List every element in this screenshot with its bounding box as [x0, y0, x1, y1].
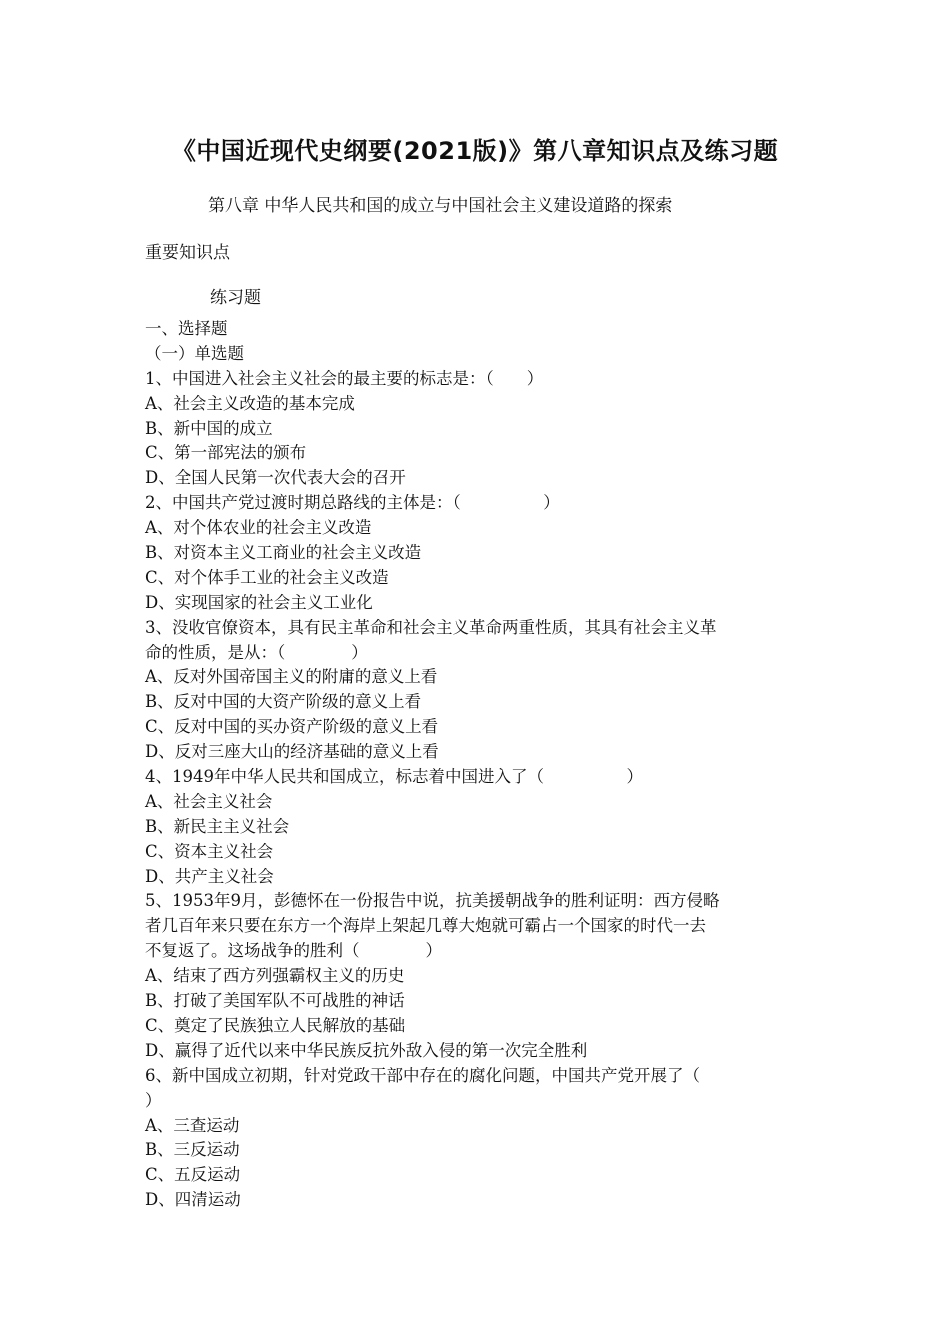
question-list	[145, 317, 810, 1213]
answer-option: B、打破了美国军队不可战胜的神话	[145, 991, 405, 1011]
answer-option: B、三反运动	[145, 1140, 240, 1160]
answer-option: A、反对外国帝国主义的附庸的意义上看	[145, 667, 438, 687]
question-text: 3、没收官僚资本，具有民主革命和社会主义革命两重性质，其具有社会主义革	[145, 617, 717, 637]
answer-option: A、社会主义社会	[145, 791, 273, 811]
question-text: 5、1953年9月，彭德怀在一份报告中说，抗美援朝战争的胜利证明：西方侵略	[145, 891, 720, 911]
answer-option: C、五反运动	[145, 1165, 241, 1185]
answer-option: D、共产主义社会	[145, 866, 274, 886]
answer-option: A、结束了西方列强霸权主义的历史	[145, 966, 405, 986]
question-text: 不复返了。这场战争的胜利（ ）	[145, 941, 442, 961]
answer-option: D、反对三座大山的经济基础的意义上看	[145, 742, 439, 762]
subsection-heading: （一）单选题	[145, 343, 244, 363]
answer-option: A、三查运动	[145, 1115, 240, 1135]
section-heading: 一、选择题	[145, 319, 228, 338]
question-text: 4、1949年中华人民共和国成立，标志着中国进入了（ ）	[145, 767, 643, 787]
answer-option: B、对资本主义工商业的社会主义改造	[145, 543, 422, 563]
answer-option: B、反对中国的大资产阶级的意义上看	[145, 692, 422, 712]
question-text: 命的性质，是从：（ ）	[145, 642, 368, 662]
answer-option: C、反对中国的买办资产阶级的意义上看	[145, 717, 439, 737]
answer-option: D、赢得了近代以来中华民族反抗外敌入侵的第一次完全胜利	[145, 1040, 588, 1060]
answer-option: B、新民主主义社会	[145, 816, 290, 836]
exercise-heading: 练习题	[210, 288, 261, 308]
answer-option: D、实现国家的社会主义工业化	[145, 592, 373, 612]
knowledge-heading: 重要知识点	[145, 243, 230, 263]
question-text: 6、新中国成立初期，针对党政干部中存在的腐化问题，中国共产党开展了（	[145, 1065, 700, 1085]
question-text: 者几百年来只要在东方一个海岸上架起几尊大炮就可霸占一个国家的时代一去	[145, 916, 706, 936]
chapter-subtitle: 第八章 中华人民共和国的成立与中国社会主义建设道路的探索	[208, 196, 673, 216]
answer-option: A、社会主义改造的基本完成	[145, 393, 355, 413]
answer-option: C、对个体手工业的社会主义改造	[145, 567, 389, 587]
answer-option: A、对个体农业的社会主义改造	[145, 518, 372, 538]
answer-option: D、四清运动	[145, 1190, 241, 1210]
answer-option: C、资本主义社会	[145, 841, 274, 861]
answer-option: B、新中国的成立	[145, 418, 273, 438]
answer-option: D、全国人民第一次代表大会的召开	[145, 468, 406, 488]
question-text: ）	[145, 1090, 162, 1110]
answer-option: C、第一部宪法的颁布	[145, 443, 307, 463]
answer-option: C、奠定了民族独立人民解放的基础	[145, 1015, 406, 1035]
question-text: 2、中国共产党过渡时期总路线的主体是：（ ）	[145, 493, 560, 513]
document-title: 《中国近现代史纲要(2021版)》第八章知识点及练习题	[171, 137, 779, 165]
question-text: 1、中国进入社会主义社会的最主要的标志是：（ ）	[145, 368, 544, 388]
